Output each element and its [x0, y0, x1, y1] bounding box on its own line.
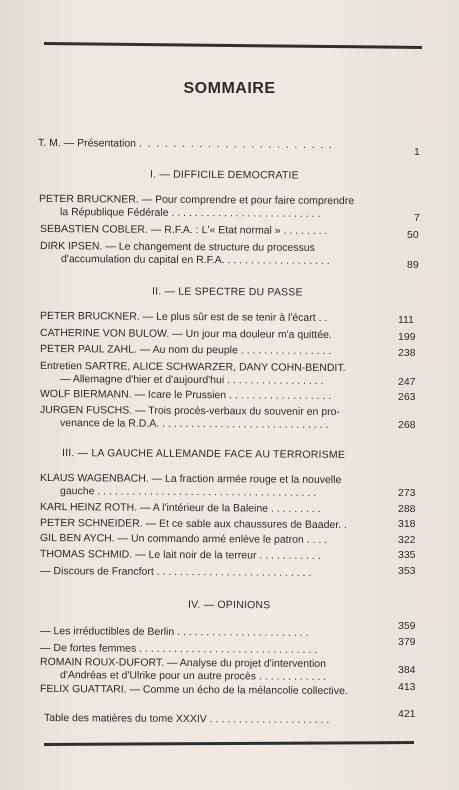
toc-entry: SEBASTIEN COBLER. — R.F.A. : L'« Etat normal » . . . . . . . .: [39, 222, 328, 238]
page-number: 268: [398, 419, 416, 431]
toc-entry-table: Table des matières du tome XXXIV . . . . . . . . . . . . . . . . . . . . .: [43, 712, 330, 726]
toc-entry-continued: — Allemagne d'hier et d'aujourd'hui . . . . . . . . . . . . . . . . .: [59, 373, 324, 387]
page-number: 199: [398, 331, 416, 343]
toc-entry: WOLF BIERMANN. — Icare le Prussien . . . . . . . . . . . . . . . . . .: [39, 387, 332, 403]
toc-entry-continued: la République Fédérale . . . . . . . . . . . . . . . . . . . . . . . . . .: [59, 206, 321, 220]
section-heading-1: I. — DIFFICILE DEMOCRATIE: [149, 168, 299, 182]
section-heading-4: IV. — OPINIONS: [187, 598, 271, 612]
page-number: 322: [398, 534, 416, 546]
toc-entry-continued: d'Andréas et d'Ulrike pour un autre procès . . . . . . . . . . . .: [59, 669, 327, 683]
toc-entry: PETER BRUCKNER. — Pour comprendre et pour faire comprendre: [38, 192, 355, 208]
page-number: 263: [398, 391, 416, 403]
toc-entry-presentation: [38, 137, 333, 152]
page-number: 1: [414, 146, 420, 158]
toc-entry: PETER PAUL ZAHL. — Au nom du peuple . . . . . . . . . . . . . . . .: [39, 342, 332, 358]
toc-entry: ROMAIN ROUX-DUFORT. — Analyse du projet d'intervention: [39, 656, 327, 670]
page-number: 379: [398, 636, 416, 648]
toc-entry: JURGEN FUSCHS. — Trois procès-verbaux du souvenir en pro-: [39, 403, 340, 419]
page-number: 359: [398, 620, 416, 632]
toc-entry-continued: gauche . . . . . . . . . . . . . . . . . . . . . . . . . . . . . . . . . . . . . .: [59, 485, 317, 499]
page-number: 238: [398, 347, 416, 359]
toc-entry: KARL HEINZ ROTH. — A l'intérieur de la Baleine . . . . . . . . .: [39, 501, 321, 515]
section-heading-3: III. — LA GAUCHE ALLEMANDE FACE AU TERRORISME: [61, 447, 346, 461]
page-number: 421: [398, 708, 416, 720]
toc-entry: CATHERINE VON BULOW. — Un jour ma douleur m'a quittée.: [39, 326, 332, 342]
page-number: 353: [398, 565, 416, 577]
page-number: 273: [398, 487, 416, 499]
toc-entry-continued: venance de la R.D.A. . . . . . . . . . . . . . . . . . . . . . . . . . . . . .: [59, 417, 329, 431]
page-number: 50: [407, 229, 419, 241]
page-number: 413: [398, 681, 416, 693]
page-number: 318: [398, 518, 416, 530]
toc-entry: — Les irréductibles de Berlin . . . . . . . . . . . . . . . . . . . . . . .: [39, 625, 309, 639]
toc-entry: DIRK IPSEN. — Le changement de structure du processus: [39, 240, 315, 254]
toc-entry: — De fortes femmes . . . . . . . . . . . . . . . . . . . . . . . . . . . . . . .: [39, 642, 318, 656]
entry-text: T. M. — Présentation: [37, 136, 137, 150]
leader-dots: . . . . . . . . . . . . . . . . . . . . . . .: [138, 137, 334, 152]
toc-entry: KLAUS WAGENBACH. — La fraction armée rouge et la nouvelle: [39, 471, 342, 487]
page-number: 247: [398, 376, 416, 388]
page-number: 111: [398, 314, 414, 326]
toc-entry-continued: d'accumulation du capital en R.F.A. . . . . . . . . . . . . . . . . . .: [60, 253, 330, 267]
toc-entry: Entretien SARTRE, ALICE SCHWARZER, DANY COHN-BENDIT.: [39, 359, 346, 375]
page-number: 335: [398, 549, 416, 561]
page-number: 89: [407, 259, 419, 271]
page-number: 7: [414, 212, 420, 224]
page-title: SOMMAIRE: [183, 80, 276, 97]
toc-entry: GIL BEN AYCH. — Un commando armé enlève le patron . . . .: [39, 531, 328, 547]
toc-entry: PETER BRUCKNER. — Le plus sûr est de se tenir à l'écart . .: [39, 309, 328, 325]
bottom-rule: [44, 741, 414, 746]
toc-entry: PETER SCHNEIDER. — Et ce sable aux chaussures de Baader. .: [39, 516, 348, 532]
toc-entry: — Discours de Francfort . . . . . . . . . . . . . . . . . . . . . . . . . . .: [39, 565, 312, 579]
section-heading-2: II. — LE SPECTRE DU PASSE: [151, 285, 303, 299]
top-rule: [44, 42, 422, 49]
page-number: 384: [398, 664, 416, 676]
page-number: 288: [398, 503, 416, 515]
toc-entry: FELIX GUATTARI. — Comme un écho de la mélancolie collective.: [39, 682, 348, 698]
toc-entry: THOMAS SCHMID. — Le lait noir de la terreur . . . . . . . . . . .: [39, 548, 321, 562]
